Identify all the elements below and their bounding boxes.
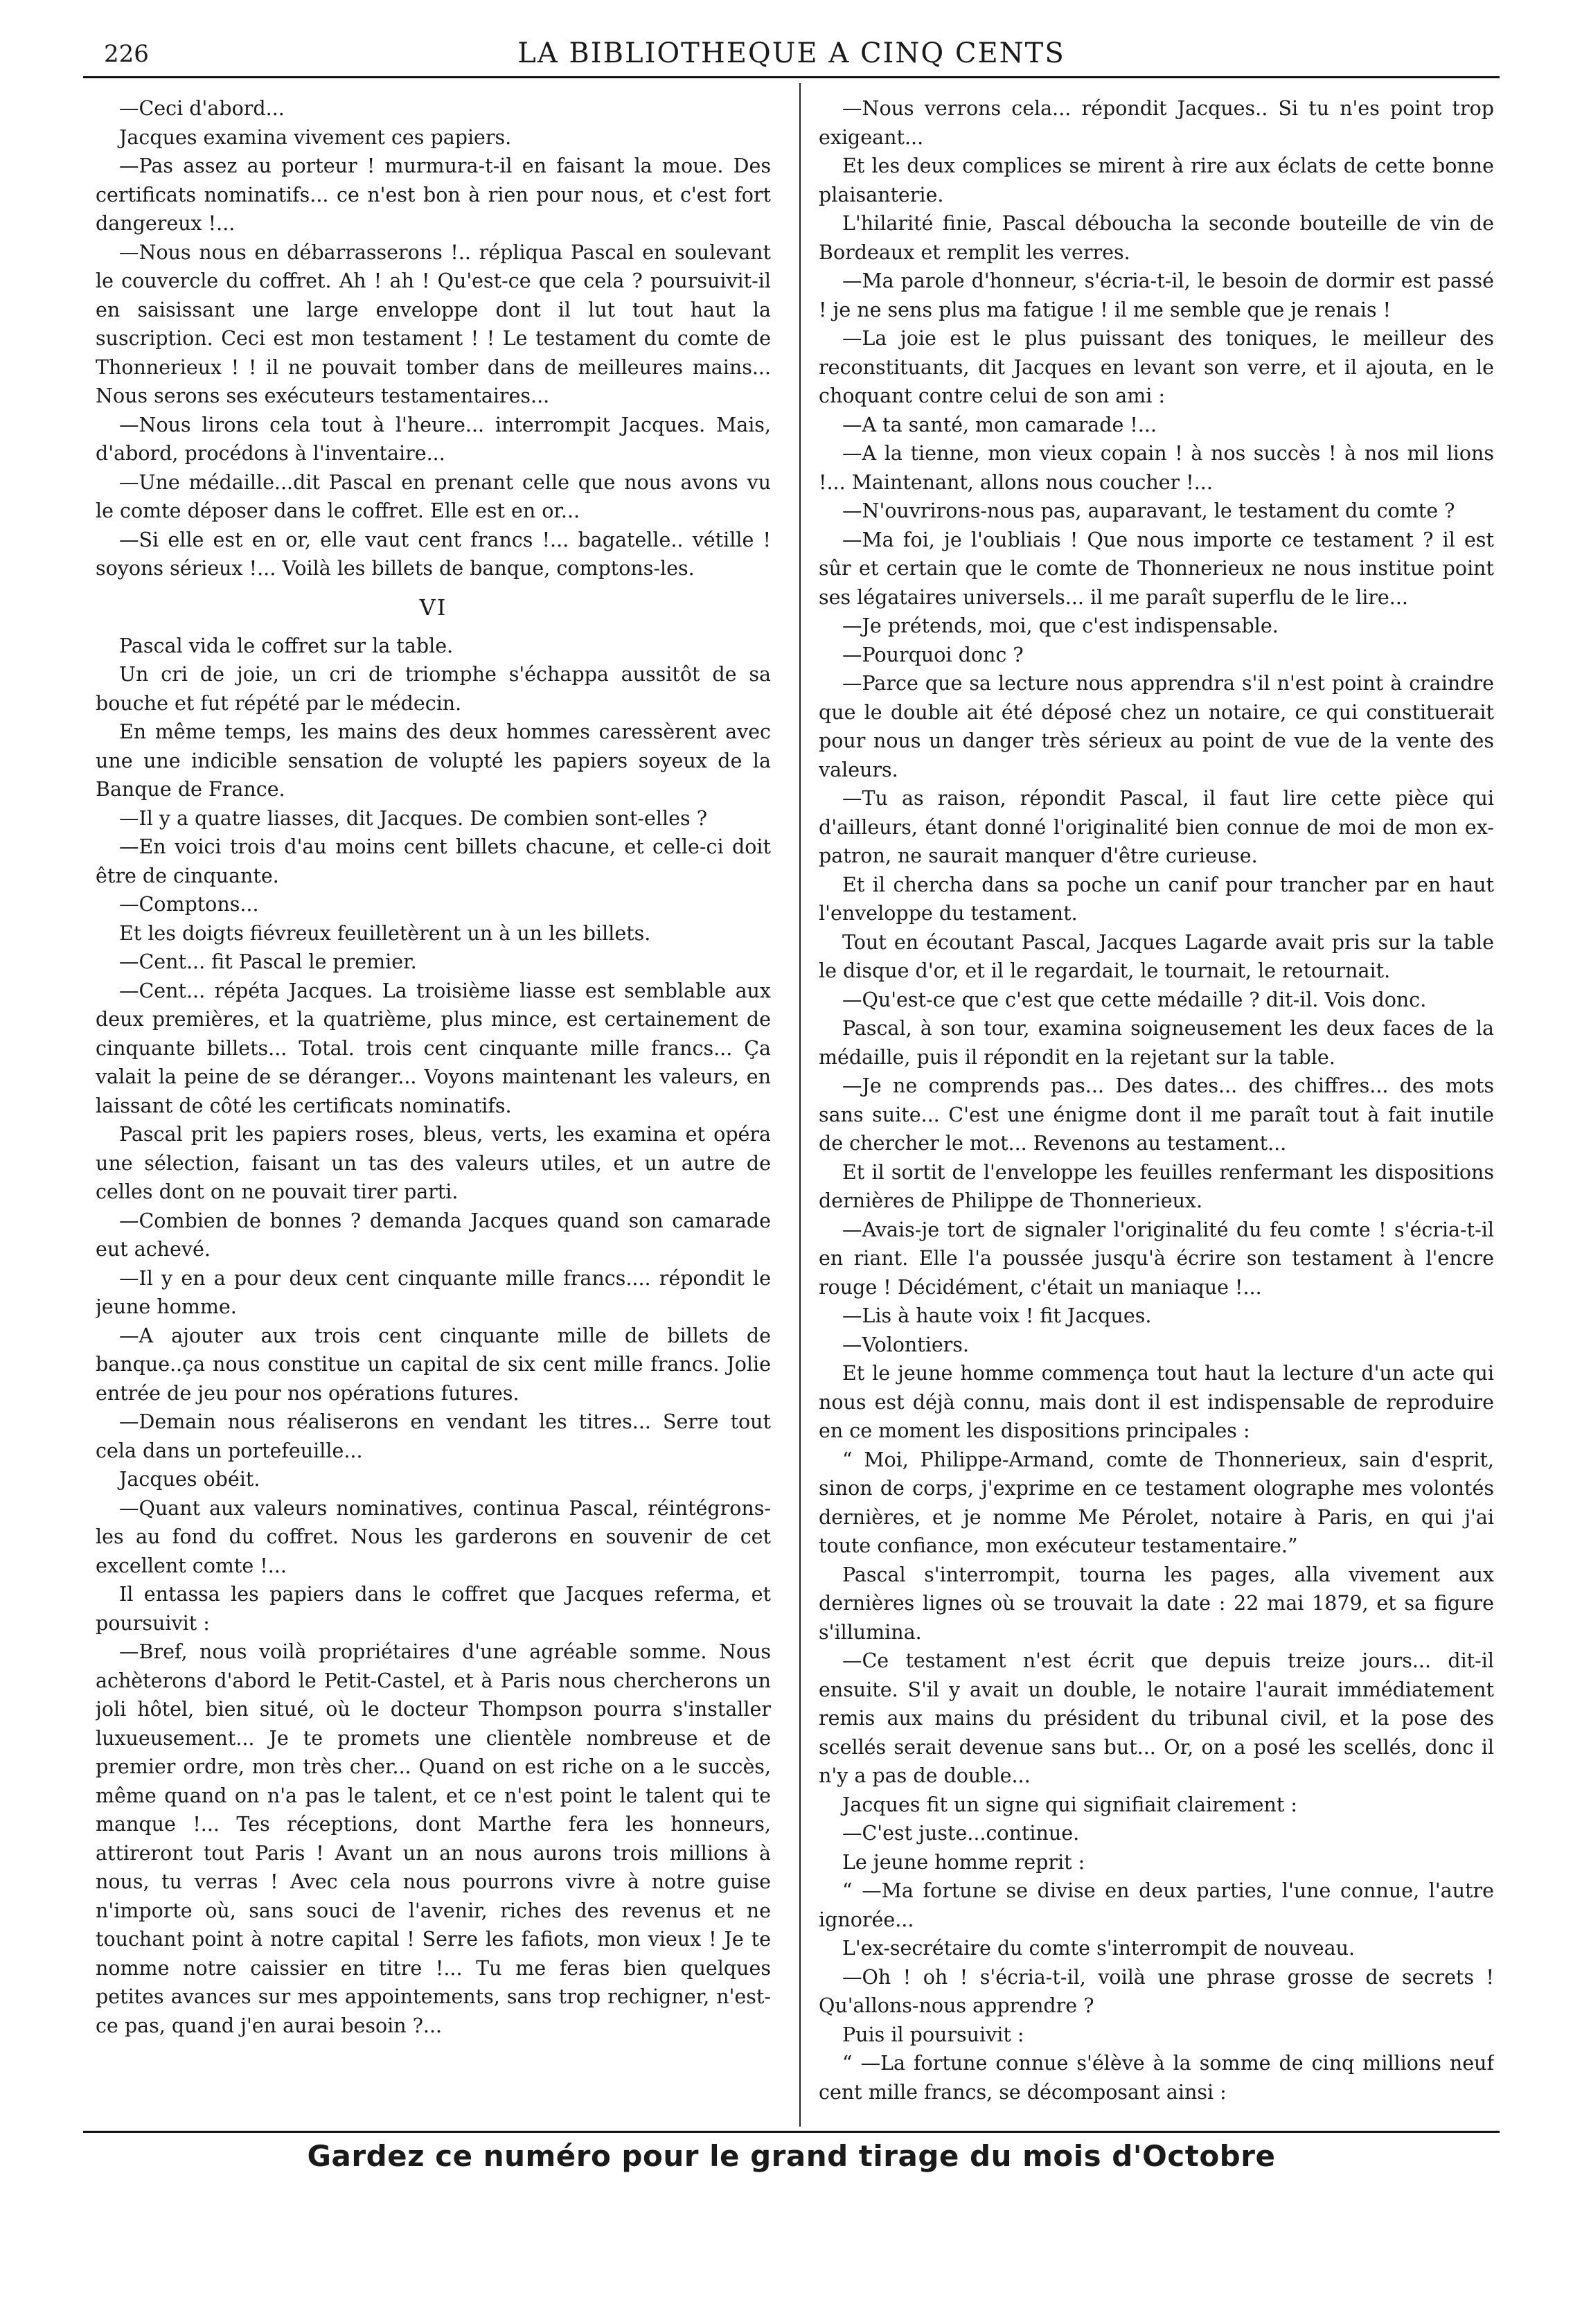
- footer-notice: Gardez ce numéro pour le grand tirage du mois d'Octobre: [307, 2139, 1276, 2173]
- paragraph: Pascal, à son tour, examina soigneusement les deux faces de la médaille, puis il répondit en la rejetant sur la table.: [819, 1017, 1494, 1069]
- paragraph: —Qu'est-ce que c'est que cette médaille ? dit-il. Vois donc.: [842, 988, 1427, 1011]
- paragraph: —Ceci d'abord...: [119, 97, 285, 120]
- page-number: 226: [104, 40, 149, 68]
- paragraph: —La joie est le plus puissant des toniques, le meilleur des reconstituants, dit Jacques en levant son verre, et il ajouta, en le choquant contre celui de son ami :: [819, 327, 1494, 407]
- paragraph: —Je ne comprends pas... Des dates... des chiffres... des mots sans suite... C'est une énigme dont il me paraît tout à fait inutile de chercher le mot... Revenons au testament...: [819, 1074, 1494, 1155]
- paragraph: Tout en écoutant Pascal, Jacques Lagarde avait pris sur la table le disque d'or, et il le regardait, le tournait, le retournait.: [819, 930, 1494, 982]
- paragraph: —Nous lirons cela tout à l'heure... interrompit Jacques. Mais, d'abord, procédons à l'inventaire...: [96, 413, 771, 465]
- paragraph: “ —Ma fortune se divise en deux parties, l'une connue, l'autre ignorée...: [819, 1879, 1494, 1931]
- paragraph: Un cri de joie, un cri de triomphe s'échappa aussitôt de sa bouche et fut répété par le médecin.: [96, 663, 771, 715]
- paragraph: —N'ouvrirons-nous pas, auparavant, le testament du comte ?: [842, 499, 1455, 522]
- paragraph: —Nous verrons cela... répondit Jacques.. Si tu n'es point trop exigeant...: [819, 97, 1494, 149]
- footer-rule: [83, 2131, 1500, 2133]
- paragraph: —Nous nous en débarrasserons !.. répliqua Pascal en soulevant le couvercle du coffret. Ah ! ah ! Qu'est-ce que cela ? poursuivit-il en saisissant une large enveloppe dont il lut tout haut la suscription. Ceci est mon testament ! ! Le testament du comte de Thonnerieux ! ! il ne pouvait tomber dans de meilleures mains... Nous serons ses exécuteurs testamentaires...: [96, 240, 771, 407]
- paragraph: —Une médaille...dit Pascal en prenant celle que nous avons vu le comte déposer dans le coffret. Elle est en or...: [96, 470, 771, 522]
- section-heading: VI: [419, 594, 447, 621]
- paragraph: —A ajouter aux trois cent cinquante mille de billets de banque..ça nous constitue un capital de six cent mille francs. Jolie entrée de jeu pour nos opérations futures.: [96, 1324, 771, 1405]
- paragraph: Il entassa les papiers dans le coffret que Jacques referma, et poursuivit :: [96, 1583, 771, 1635]
- paragraph: —Avais-je tort de signaler l'originalité du feu comte ! s'écria-t-il en riant. Elle l'a poussée jusqu'à écrire son testament à l'encre rouge ! Décidément, c'était un maniaque !...: [819, 1218, 1494, 1299]
- paragraph: —Comptons...: [119, 893, 259, 916]
- paragraph: —Quant aux valeurs nominatives, continua Pascal, réintégrons-les au fond du coffret. Nous les garderons en souvenir de cet excellent comte !...: [96, 1496, 771, 1577]
- right-column: [819, 94, 1494, 2124]
- paragraph: —Lis à haute voix ! fit Jacques.: [842, 1304, 1152, 1327]
- paragraph: Pascal prit les papiers roses, bleus, verts, les examina et opéra une sélection, faisant un tas des valeurs utiles, et un autre de celles dont on ne pouvait tirer parti.: [96, 1123, 771, 1203]
- paragraph: —Demain nous réaliserons en vendant les titres... Serre tout cela dans un portefeuille...: [96, 1410, 771, 1462]
- paragraph: Jacques examina vivement ces papiers.: [119, 125, 512, 149]
- paragraph: —A ta santé, mon camarade !...: [842, 413, 1157, 436]
- paragraph: —Ma parole d'honneur, s'écria-t-il, le besoin de dormir est passé ! je ne sens plus ma fatigue ! il me semble que je renais !: [819, 269, 1494, 321]
- paragraph: —Combien de bonnes ? demanda Jacques quand son camarade eut achevé.: [96, 1209, 771, 1261]
- paragraph: —Pourquoi donc ?: [842, 643, 1024, 666]
- paragraph: Le jeune homme reprit :: [842, 1850, 1085, 1874]
- paragraph: —Oh ! oh ! s'écria-t-il, voilà une phrase grosse de secrets ! Qu'allons-nous apprendre ?: [819, 1965, 1494, 2017]
- paragraph: Pascal s'interrompit, tourna les pages, alla vivement aux dernières lignes où se trouvait la date : 22 mai 1879, et sa figure s'illumina.: [819, 1563, 1494, 1644]
- paragraph: —Ce testament n'est écrit que depuis treize jours... dit-il ensuite. S'il y avait un double, le notaire l'aurait immédiatement remis aux mains du président du tribunal civil, et la pose des scellés serait devenue sans but... Or, on a posé les scellés, donc il n'y a pas de double...: [819, 1649, 1494, 1787]
- running-title: LA BIBLIOTHEQUE A CINQ CENTS: [517, 37, 1065, 69]
- paragraph: Puis il poursuivit :: [842, 2023, 1024, 2046]
- paragraph: —Il y a quatre liasses, dit Jacques. De combien sont-elles ?: [119, 806, 707, 830]
- paragraph: —A la tienne, mon vieux copain ! à nos succès ! à nos mil lions !... Maintenant, allons nous coucher !...: [819, 442, 1494, 494]
- paragraph: Jacques fit un signe qui signifiait clairement :: [842, 1793, 1297, 1816]
- paragraph: —Si elle est en or, elle vaut cent francs !... bagatelle.. vétille ! soyons sérieux !... Voilà les billets de banque, comptons-les.: [96, 528, 771, 580]
- header-rule: [83, 76, 1500, 78]
- paragraph: “ Moi, Philippe-Armand, comte de Thonnerieux, sain d'esprit, sinon de corps, j'exprime en ce testament olographe mes volontés dernières, et je nomme Me Pérolet, notaire à Paris, en qui j'ai toute confiance, mon exécuteur testamentaire.”: [819, 1448, 1494, 1557]
- paragraph: L'ex-secrétaire du comte s'interrompit de nouveau.: [842, 1937, 1356, 1960]
- paragraph: —Volontiers.: [842, 1333, 969, 1356]
- column-divider: [799, 83, 801, 2127]
- paragraph: —Bref, nous voilà propriétaires d'une agréable somme. Nous achèterons d'abord le Petit-Castel, et à Paris nous chercherons un joli hôtel, bien situé, où le docteur Thompson pourra s'installer luxueusement... Je te promets une clientèle nombreuse et de premier ordre, mon très cher... Quand on est riche on a le succès, même quand on n'a pas le talent, et ce n'est point le talent qui te manque !... Tes réceptions, dont Marthe fera les honneurs, attireront tout Paris ! Avant un an nous aurons trois millions à nous, tu verras ! Avec cela nous pourrons vivre à notre guise n'importe où, sans souci de l'avenir, riches des revenus et ne touchant point à notre capital ! Serre les fafiots, mon vieux ! Je te nomme notre caissier en titre !... Tu me feras bien quelques petites avances sur mes appointements, sans trop rechigner, n'est-ce pas, quand j'en aurai besoin ?...: [96, 1640, 771, 2037]
- paragraph: Et il sortit de l'enveloppe les feuilles renfermant les dispositions dernières de Philippe de Thonnerieux.: [819, 1160, 1494, 1212]
- paragraph: —Il y en a pour deux cent cinquante mille francs.... répondit le jeune homme.: [96, 1266, 771, 1318]
- newspaper-page: [83, 28, 1500, 2173]
- paragraph: —Parce que sa lecture nous apprendra s'il n'est point à craindre que le double ait été déposé chez un notaire, ce qui constituerait pour nous un danger très sérieux au point de vue de la vente des valeurs.: [819, 672, 1494, 781]
- paragraph: —C'est juste...continue.: [842, 1822, 1080, 1845]
- paragraph: Et les doigts fiévreux feuilletèrent un à un les billets.: [119, 921, 651, 945]
- left-column: [96, 94, 771, 2124]
- paragraph: “ —La fortune connue s'élève à la somme de cinq millions neuf cent mille francs, se décomposant ainsi :: [819, 2052, 1494, 2104]
- paragraph: Et les deux complices se mirent à rire aux éclats de cette bonne plaisanterie.: [819, 154, 1494, 206]
- paragraph: —Je prétends, moi, que c'est indispensable.: [842, 614, 1279, 637]
- paragraph: Et le jeune homme commença tout haut la lecture d'un acte qui nous est déjà connu, mais dont il est indispensable de reproduire en ce moment les dispositions principales :: [819, 1362, 1494, 1442]
- paragraph: Jacques obéit.: [119, 1468, 260, 1491]
- paragraph: En même temps, les mains des deux hommes caressèrent avec une une indicible sensation de volupté les papiers soyeux de la Banque de France.: [96, 720, 771, 801]
- paragraph: —Tu as raison, répondit Pascal, il faut lire cette pièce qui d'ailleurs, étant donné l'originalité bien connue de moi de mon ex-patron, ne saurait manquer d'être curieuse.: [819, 787, 1494, 867]
- paragraph: —Cent... répéta Jacques. La troisième liasse est semblable aux deux premières, et la quatrième, plus mince, est certainement de cinquante billets... Total. trois cent cinquante mille francs... Ça valait la peine de se déranger... Voyons maintenant les valeurs, en laissant de côté les certificats nominatifs.: [96, 979, 771, 1117]
- page-header: [83, 28, 1500, 76]
- paragraph: —Pas assez au porteur ! murmura-t-il en faisant la moue. Des certificats nominatifs... ce n'est bon à rien pour nous, et c'est fort dangereux !...: [96, 154, 771, 235]
- paragraph: —Cent... fit Pascal le premier.: [119, 950, 417, 973]
- paragraph: Et il chercha dans sa poche un canif pour trancher par en haut l'enveloppe du testament.: [819, 873, 1494, 925]
- paragraph: —En voici trois d'au moins cent billets chacune, et celle-ci doit être de cinquante.: [96, 835, 771, 887]
- paragraph: L'hilarité finie, Pascal déboucha la seconde bouteille de vin de Bordeaux et remplit les verres.: [819, 212, 1494, 264]
- paragraph: —Ma foi, je l'oubliais ! Que nous importe ce testament ? il est sûr et certain que le comte de Thonnerieux ne nous institue point ses légataires universels... il me paraît superflu de le lire...: [819, 528, 1494, 609]
- paragraph: Pascal vida le coffret sur la table.: [119, 634, 454, 657]
